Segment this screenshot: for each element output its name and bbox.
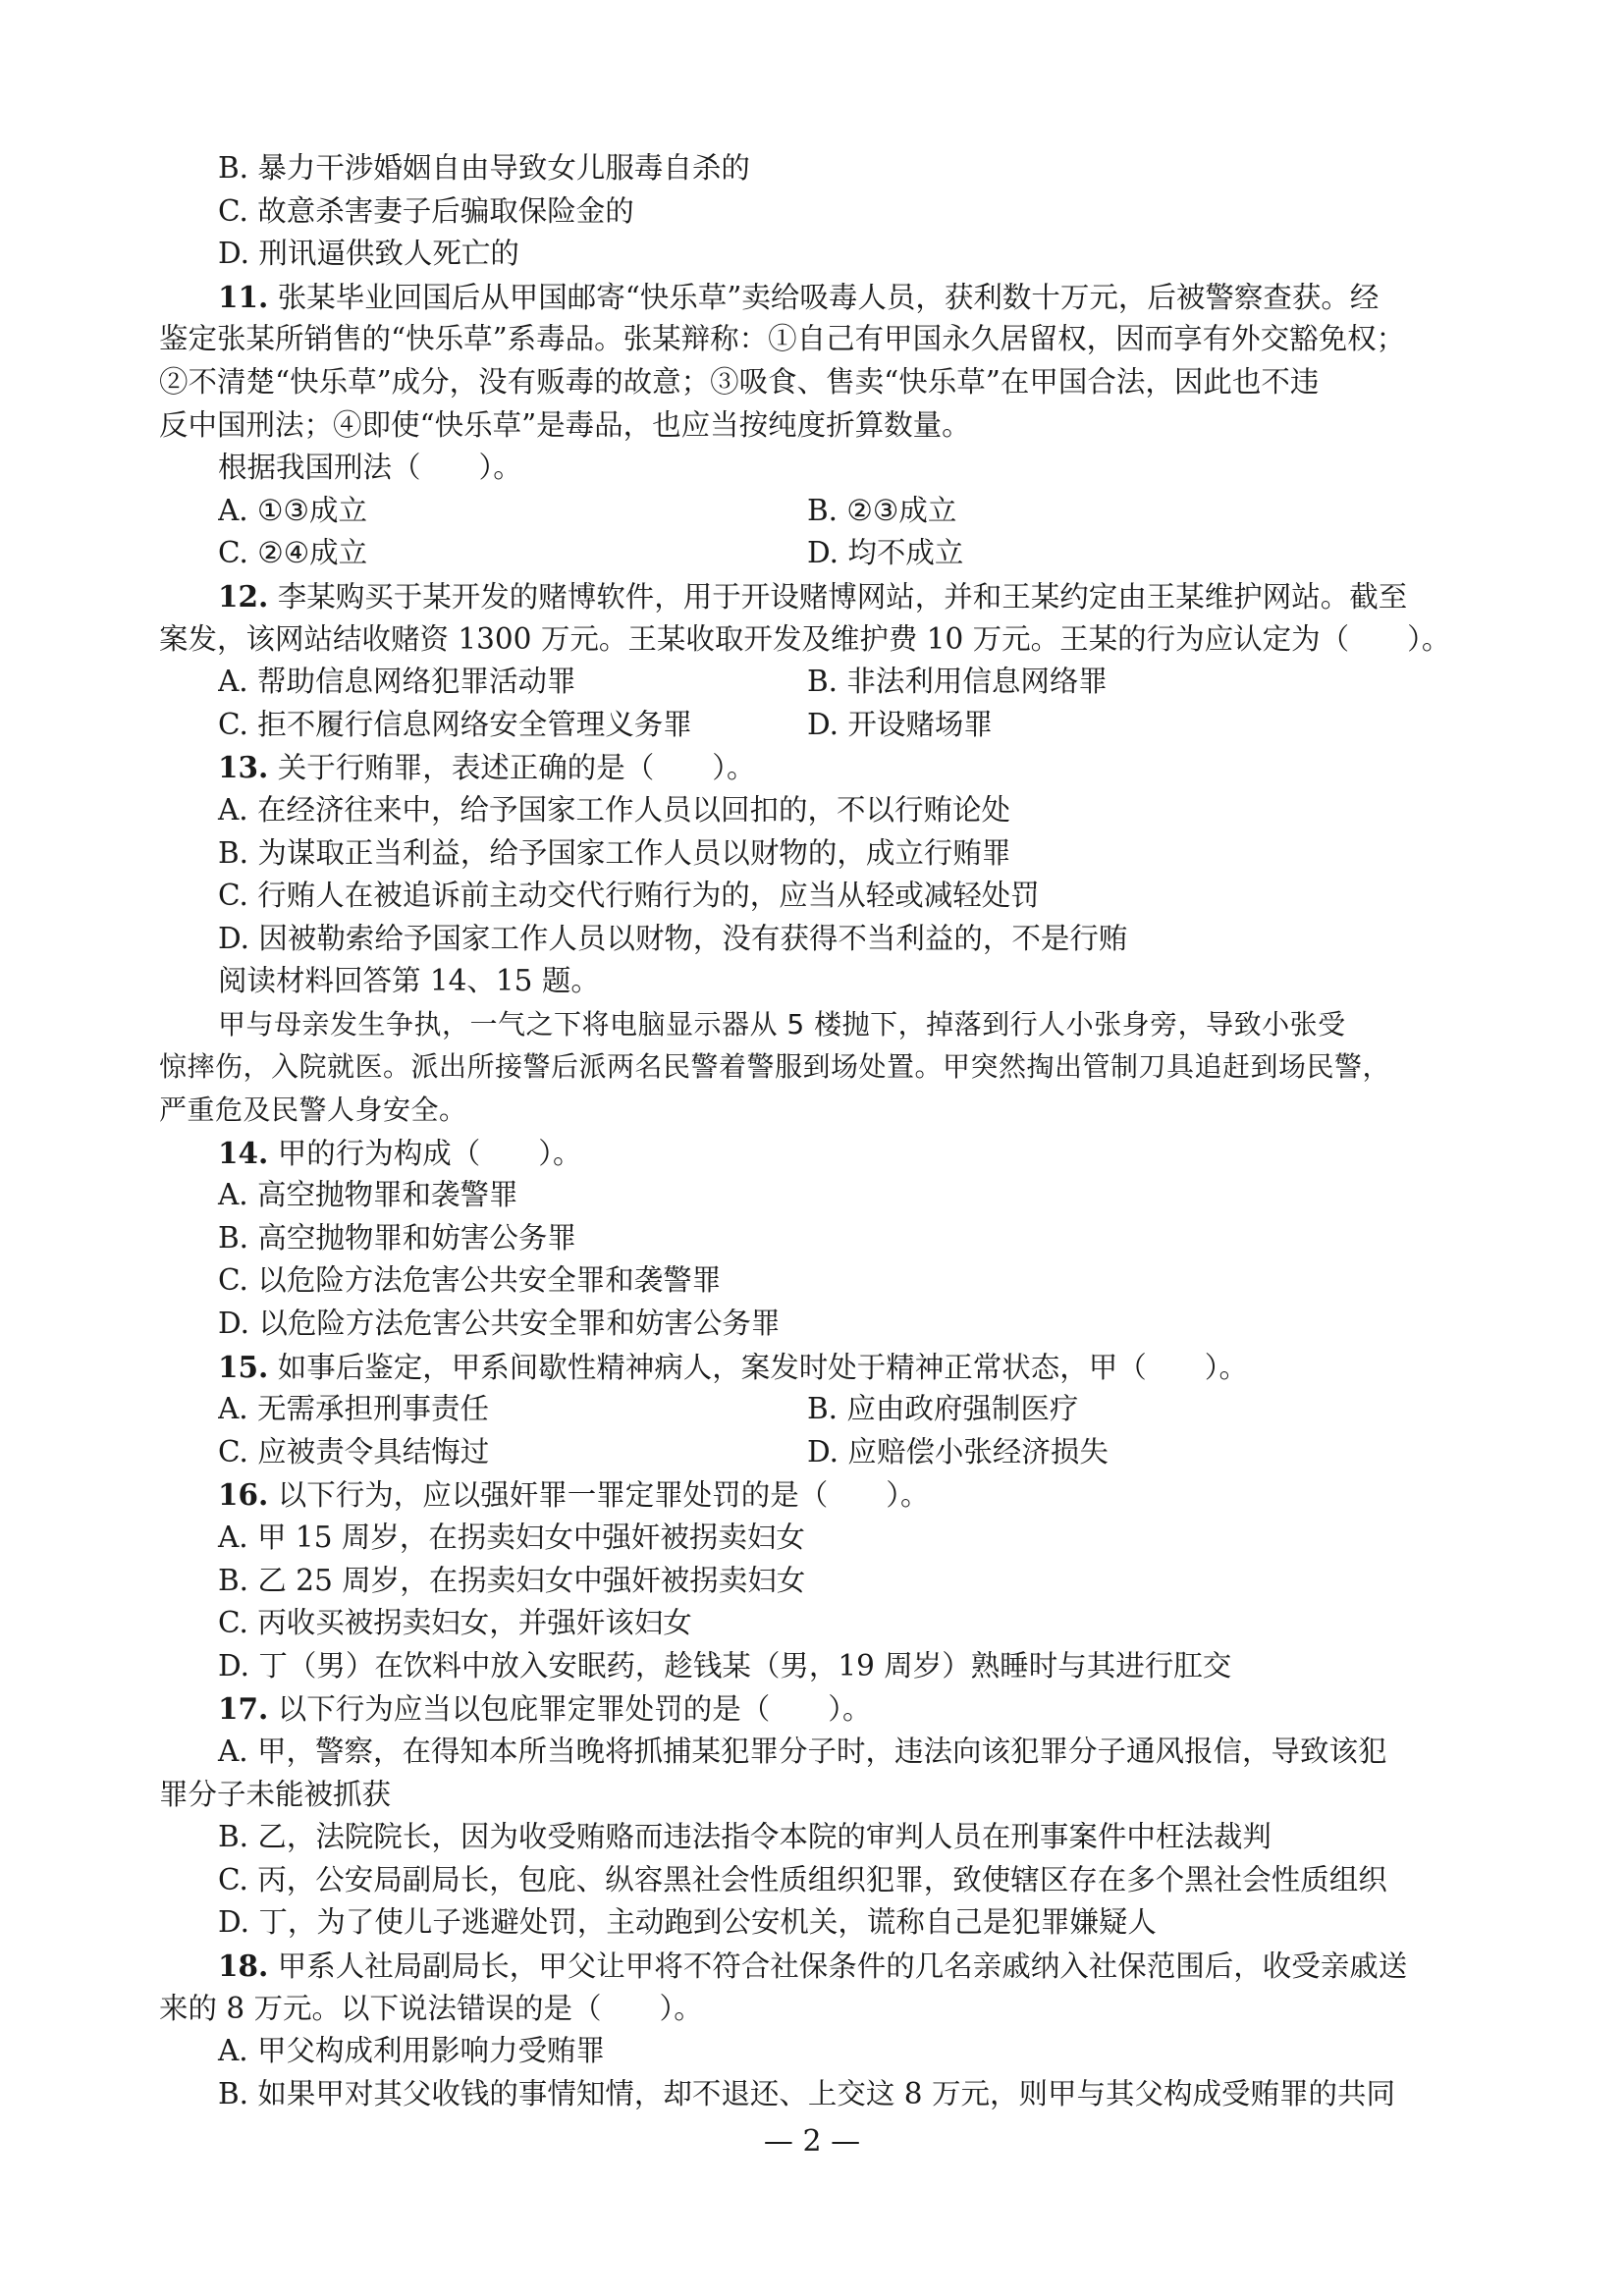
question-stem-line [159, 575, 1465, 618]
text-line: D. 以危险方法危害公共安全罪和妨害公务罪 [218, 1307, 781, 1341]
page-number: — 2 — [763, 2124, 861, 2159]
text-line: B. 为谋取正当利益，给予国家工作人员以财物的，成立行贿罪 [218, 835, 1011, 870]
continuation-line: 鉴定张某所销售的“快乐草”系毒品。张某辩称：①自己有甲国永久居留权，因而享有外交豁免权； [159, 322, 1406, 356]
option-right: B. 应由政府强制医疗 [807, 1392, 1079, 1426]
question-stem-line [159, 276, 1465, 319]
question-stem-line [159, 1473, 1465, 1517]
text-line: C. 丙收买被拐卖妇女，并强奸该妇女 [218, 1606, 692, 1640]
question-stem-text: 关于行贿罪，表述正确的是（ ）。 [268, 751, 756, 785]
question-stem-text: 张某毕业回国后从甲国邮寄“快乐草”卖给吸毒人员，获利数十万元，后被警察查获。经 [268, 280, 1380, 314]
question-number: 15. [218, 1349, 269, 1384]
option-right: D. 应赔偿小张经济损失 [807, 1434, 1109, 1468]
question-number: 14. [218, 1135, 269, 1170]
option-left: C. 拒不履行信息网络安全管理义务罪 [218, 707, 692, 741]
question-stem-text: 如事后鉴定，甲系间歇性精神病人，案发时处于精神正常状态，甲（ ）。 [268, 1350, 1248, 1384]
question-number: 16. [218, 1477, 269, 1513]
option-left: A. ①③成立 [218, 493, 367, 527]
option-pair-row [159, 1431, 1465, 1474]
continuation-line: 罪分子未能被抓获 [159, 1777, 392, 1811]
option-pair-row [159, 532, 1465, 575]
text-line: A. 甲，警察，在得知本所当晚将抓捕某犯罪分子时，违法向该犯罪分子通风报信，导致该犯 [218, 1734, 1387, 1768]
option-pair-row [159, 661, 1465, 704]
text-line: 阅读材料回答第 14、15 题。 [218, 964, 600, 998]
text-line: B. 暴力干涉婚姻自由导致女儿服毒自杀的 [218, 151, 750, 185]
question-stem-text: 以下行为，应以强奸罪一罪定罪处罚的是（ ）。 [268, 1478, 930, 1513]
question-stem-line [159, 1687, 1465, 1731]
text-line: A. 甲 15 周岁，在拐卖妇女中强奸被拐卖妇女 [218, 1521, 805, 1554]
text-line: 根据我国刑法（ ）。 [218, 451, 522, 485]
question-stem-text: 李某购买于某开发的赌博软件，用于开设赌博网站，并和王某约定由王某维护网站。截至 [268, 579, 1408, 614]
continuation-line: 案发，该网站结收赌资 1300 万元。王某收取开发及维护费 10 万元。王某的行为应认定为（ ）。 [159, 621, 1451, 656]
question-number: 11. [218, 279, 269, 314]
text-line: A. 在经济往来中，给予国家工作人员以回扣的，不以行贿论处 [218, 792, 1011, 827]
text-line: A. 甲父构成利用影响力受贿罪 [218, 2034, 606, 2068]
text-line: B. 乙，法院院长，因为收受贿赂而违法指令本院的审判人员在刑事案件中枉法裁判 [218, 1820, 1272, 1854]
text-line: A. 高空抛物罪和袭警罪 [218, 1178, 518, 1212]
text-line: C. 丙，公安局副局长，包庇、纵容黑社会性质组织犯罪，致使辖区存在多个黑社会性质组织 [218, 1862, 1387, 1896]
question-stem-text: 甲系人社局副局长，甲父让甲将不符合社保条件的几名亲戚纳入社保范围后，收受亲戚送 [268, 1949, 1408, 1983]
question-number: 18. [218, 1948, 269, 1983]
text-line: B. 高空抛物罪和妨害公务罪 [218, 1220, 576, 1255]
question-number: 17. [218, 1691, 269, 1727]
reading-material-line: 严重危及民警人身安全。 [159, 1094, 467, 1127]
text-line: C. 行贿人在被追诉前主动交代行贿行为的，应当从轻或减轻处罚 [218, 879, 1040, 913]
question-number: 12. [218, 578, 269, 614]
question-stem-line [159, 746, 1465, 789]
question-stem-text: 以下行为应当以包庇罪定罪处罚的是（ ）。 [268, 1692, 872, 1727]
question-stem-line [159, 1132, 1465, 1175]
question-stem-line [159, 1346, 1465, 1389]
option-right: D. 均不成立 [807, 536, 964, 570]
option-right: B. ②③成立 [807, 493, 957, 527]
text-line: D. 丁（男）在饮料中放入安眠药，趁钱某（男，19 周岁）熟睡时与其进行肛交 [218, 1648, 1232, 1682]
question-stem-line [159, 1945, 1465, 1988]
text-line: D. 刑讯逼供致人死亡的 [218, 237, 519, 271]
continuation-line: 来的 8 万元。以下说法错误的是（ ）。 [159, 1991, 703, 2025]
question-text [159, 147, 1465, 2115]
text-line: D. 因被勒索给予国家工作人员以财物，没有获得不当利益的，不是行贿 [218, 921, 1128, 955]
text-line: B. 如果甲对其父收钱的事情知情，却不退还、上交这 8 万元，则甲与其父构成受贿罪的共同 [218, 2076, 1395, 2110]
reading-material-line: 惊摔伤，入院就医。派出所接警后派两名民警着警服到场处置。甲突然掏出管制刀具追赶到场民警， [159, 1050, 1391, 1084]
option-left: A. 无需承担刑事责任 [218, 1392, 490, 1426]
question-number: 13. [218, 750, 269, 785]
option-pair-row [159, 490, 1465, 533]
text-line: C. 以危险方法危害公共安全罪和袭警罪 [218, 1263, 722, 1298]
option-pair-row [159, 704, 1465, 747]
continuation-line: 反中国刑法；④即使“快乐草”是毒品，也应当按纯度折算数量。 [159, 407, 971, 442]
text-line: D. 丁，为了使儿子逃避处罚，主动跑到公安机关，谎称自己是犯罪嫌疑人 [218, 1905, 1157, 1940]
option-right: D. 开设赌场罪 [807, 707, 993, 741]
option-right: B. 非法利用信息网络罪 [807, 665, 1108, 699]
option-pair-row [159, 1388, 1465, 1431]
continuation-line: ②不清楚“快乐草”成分，没有贩毒的故意；③吸食、售卖“快乐草”在甲国合法，因此也不违 [159, 364, 1320, 399]
option-left: C. 应被责令具结悔过 [218, 1434, 490, 1468]
reading-material-line: 甲与母亲发生争执，一气之下将电脑显示器从 5 楼抛下，掉落到行人小张身旁，导致小张受 [218, 1007, 1346, 1041]
question-stem-text: 甲的行为构成（ ）。 [268, 1136, 582, 1170]
text-line: C. 故意杀害妻子后骗取保险金的 [218, 193, 634, 228]
option-left: A. 帮助信息网络犯罪活动罪 [218, 665, 576, 699]
option-left: C. ②④成立 [218, 536, 368, 570]
text-line: B. 乙 25 周岁，在拐卖妇女中强奸被拐卖妇女 [218, 1563, 806, 1597]
